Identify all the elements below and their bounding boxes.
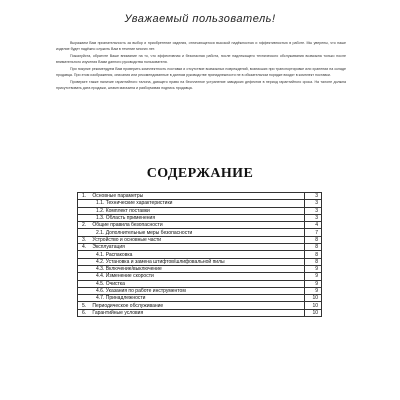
toc-page-number: 3 bbox=[305, 207, 322, 214]
toc-row bbox=[78, 222, 322, 229]
toc-entry-label: Распаковка bbox=[105, 251, 133, 258]
toc-mainentry bbox=[82, 222, 163, 228]
toc-subentry bbox=[82, 230, 192, 236]
toc-row bbox=[78, 207, 322, 214]
toc-entry bbox=[78, 273, 305, 280]
toc-row bbox=[78, 229, 322, 236]
toc-page-number: 3 bbox=[305, 193, 322, 200]
toc-entry-number: 5. bbox=[82, 302, 87, 309]
toc-page-number: 8 bbox=[305, 236, 322, 243]
toc-table bbox=[77, 192, 322, 317]
toc-entry-label: Периодическое обслуживание bbox=[92, 302, 164, 309]
toc-entry-number: 4.2. bbox=[96, 258, 105, 265]
toc-subentry bbox=[82, 281, 125, 287]
toc-mainentry bbox=[82, 310, 143, 316]
toc-entry-label: Область применения bbox=[105, 215, 156, 222]
intro-paragraph: Выражаем Вам признательность за выбор и приобретение изделия, отличающегося высокой надёжностью и эффективностью в работе. Мы уверены, что наше изделие будет надёжно служить Вам в течение многих лет. bbox=[56, 41, 346, 51]
toc-row bbox=[78, 295, 322, 302]
toc-entry bbox=[78, 193, 305, 200]
toc-page-number: 4 bbox=[305, 222, 322, 229]
toc-row bbox=[78, 258, 322, 265]
toc-subentry bbox=[82, 273, 154, 279]
toc-entry-number: 3. bbox=[82, 236, 87, 243]
intro-paragraph: При покупке рекомендуем Вам проверить комплектность поставки и отсутствие возможных повреждений, возникших при транспортировке или хранении на складе продавца. При этом изображения, описания или рекомендованные в данном руководстве принадлежности не в обязательном порядке входят в комплект поставки. bbox=[56, 67, 346, 77]
toc-row bbox=[78, 200, 322, 207]
toc-page-number: 8 bbox=[305, 258, 322, 265]
greeting-heading: Уважаемый пользователь! bbox=[124, 13, 276, 25]
toc-entry-number: 1. bbox=[82, 193, 87, 200]
toc-page-number: 9 bbox=[305, 273, 322, 280]
intro-paragraph: Пожалуйста, обратите Ваше внимание на то, что эффективная и безопасная работа, после надлежащего технического обслуживания возможна только после внимательного изучения Вами данного руководства пользователя. bbox=[56, 54, 346, 64]
toc-entry bbox=[78, 309, 305, 316]
intro-paragraph: Проверьте также наличие гарантийного талона, дающего право на бесплатное устранение заводских дефектов в период гарантийного срока. На талоне должна присутствовать дата продажи, штамп магазина и разборчивая подпись продавца. bbox=[56, 80, 346, 90]
toc-entry bbox=[78, 287, 305, 294]
toc-entry-label: Изменение скорости bbox=[105, 273, 154, 280]
toc-page-number: 10 bbox=[305, 309, 322, 316]
toc-entry-label: Принадлежности bbox=[105, 295, 146, 302]
toc-page-number: 7 bbox=[305, 229, 322, 236]
toc-entry bbox=[78, 251, 305, 258]
toc-row bbox=[78, 280, 322, 287]
toc-entry bbox=[78, 302, 305, 309]
toc-page-number: 9 bbox=[305, 287, 322, 294]
toc-mainentry bbox=[82, 193, 143, 199]
toc-entry-label: Комплект поставки bbox=[105, 207, 150, 214]
toc-subentry bbox=[82, 200, 172, 206]
intro-text bbox=[56, 40, 346, 92]
toc-row bbox=[78, 273, 322, 280]
toc-entry-number: 4.7. bbox=[96, 295, 105, 302]
toc-page-number: 10 bbox=[305, 295, 322, 302]
toc-entry-label: Указания по работе инструментом bbox=[105, 288, 186, 294]
toc-subentry bbox=[82, 266, 162, 272]
toc-mainentry bbox=[82, 303, 163, 309]
toc-entry-number: 1.2. bbox=[96, 207, 105, 214]
toc-entry-number: 4.6. bbox=[96, 288, 105, 294]
toc-page-number: 8 bbox=[305, 244, 322, 251]
toc-row bbox=[78, 302, 322, 309]
toc-entry-number: 4.3. bbox=[96, 266, 105, 273]
toc-entry bbox=[78, 244, 305, 251]
toc-entry-label: Эксплуатация bbox=[92, 244, 125, 251]
toc-subentry bbox=[82, 288, 186, 294]
toc-entry bbox=[78, 258, 305, 265]
toc-entry-number: 1.3. bbox=[96, 215, 105, 222]
toc-row bbox=[78, 193, 322, 200]
toc-entry-label: Технические характеристики bbox=[105, 200, 173, 207]
toc-row bbox=[78, 236, 322, 243]
toc-entry-number: 4.4. bbox=[96, 273, 105, 280]
toc-row bbox=[78, 265, 322, 272]
toc-entry-label: Включение/выключение bbox=[105, 266, 162, 273]
toc-entry bbox=[78, 236, 305, 243]
toc-row bbox=[78, 244, 322, 251]
toc-entry-label: Установка и замена штифтов/шлифовальной пилы bbox=[105, 258, 225, 265]
toc-entry bbox=[78, 222, 305, 229]
toc-subentry bbox=[82, 208, 150, 214]
toc-entry-label: Дополнительные меры безопасности bbox=[105, 229, 193, 236]
toc-entry bbox=[78, 295, 305, 302]
toc-page-number: 9 bbox=[305, 280, 322, 287]
toc-row bbox=[78, 251, 322, 258]
toc-entry-number: 2. bbox=[82, 222, 87, 229]
toc-entry-number: 2.1. bbox=[96, 229, 105, 236]
toc-page-number: 8 bbox=[305, 251, 322, 258]
toc-page-number: 3 bbox=[305, 214, 322, 221]
toc-row bbox=[78, 287, 322, 294]
toc-entry-label: Гарантийные условия bbox=[92, 309, 144, 316]
toc-page-number: 10 bbox=[305, 302, 322, 309]
toc-page-number: 9 bbox=[305, 265, 322, 272]
toc-body bbox=[78, 193, 322, 317]
toc-subentry bbox=[82, 295, 145, 301]
toc-row bbox=[78, 214, 322, 221]
toc-entry bbox=[78, 200, 305, 207]
toc-entry-number: 6. bbox=[82, 309, 87, 316]
toc-entry-number: 4.1. bbox=[96, 251, 105, 258]
toc-subentry bbox=[82, 215, 155, 221]
toc-title: СОДЕРЖАНИЕ bbox=[146, 166, 254, 181]
toc-entry-number: 4. bbox=[82, 244, 87, 251]
toc-entry bbox=[78, 265, 305, 272]
toc-entry-label: Основные параметры bbox=[92, 193, 144, 200]
toc-entry-number: 1.1. bbox=[96, 200, 105, 207]
toc-subentry bbox=[82, 252, 132, 258]
toc-entry bbox=[78, 214, 305, 221]
toc-entry-label: Очистка bbox=[105, 280, 125, 287]
toc-entry bbox=[78, 280, 305, 287]
toc-subentry bbox=[82, 259, 225, 265]
toc-mainentry bbox=[82, 244, 125, 250]
toc-row bbox=[78, 309, 322, 316]
toc-entry bbox=[78, 229, 305, 236]
toc-entry-label: Общие правила безопасности bbox=[92, 222, 163, 229]
toc-entry bbox=[78, 207, 305, 214]
toc-entry-number: 4.5. bbox=[96, 280, 105, 287]
toc-page-number: 3 bbox=[305, 200, 322, 207]
toc-entry-label: Устройство и основные части bbox=[92, 236, 162, 243]
toc-mainentry bbox=[82, 237, 161, 243]
